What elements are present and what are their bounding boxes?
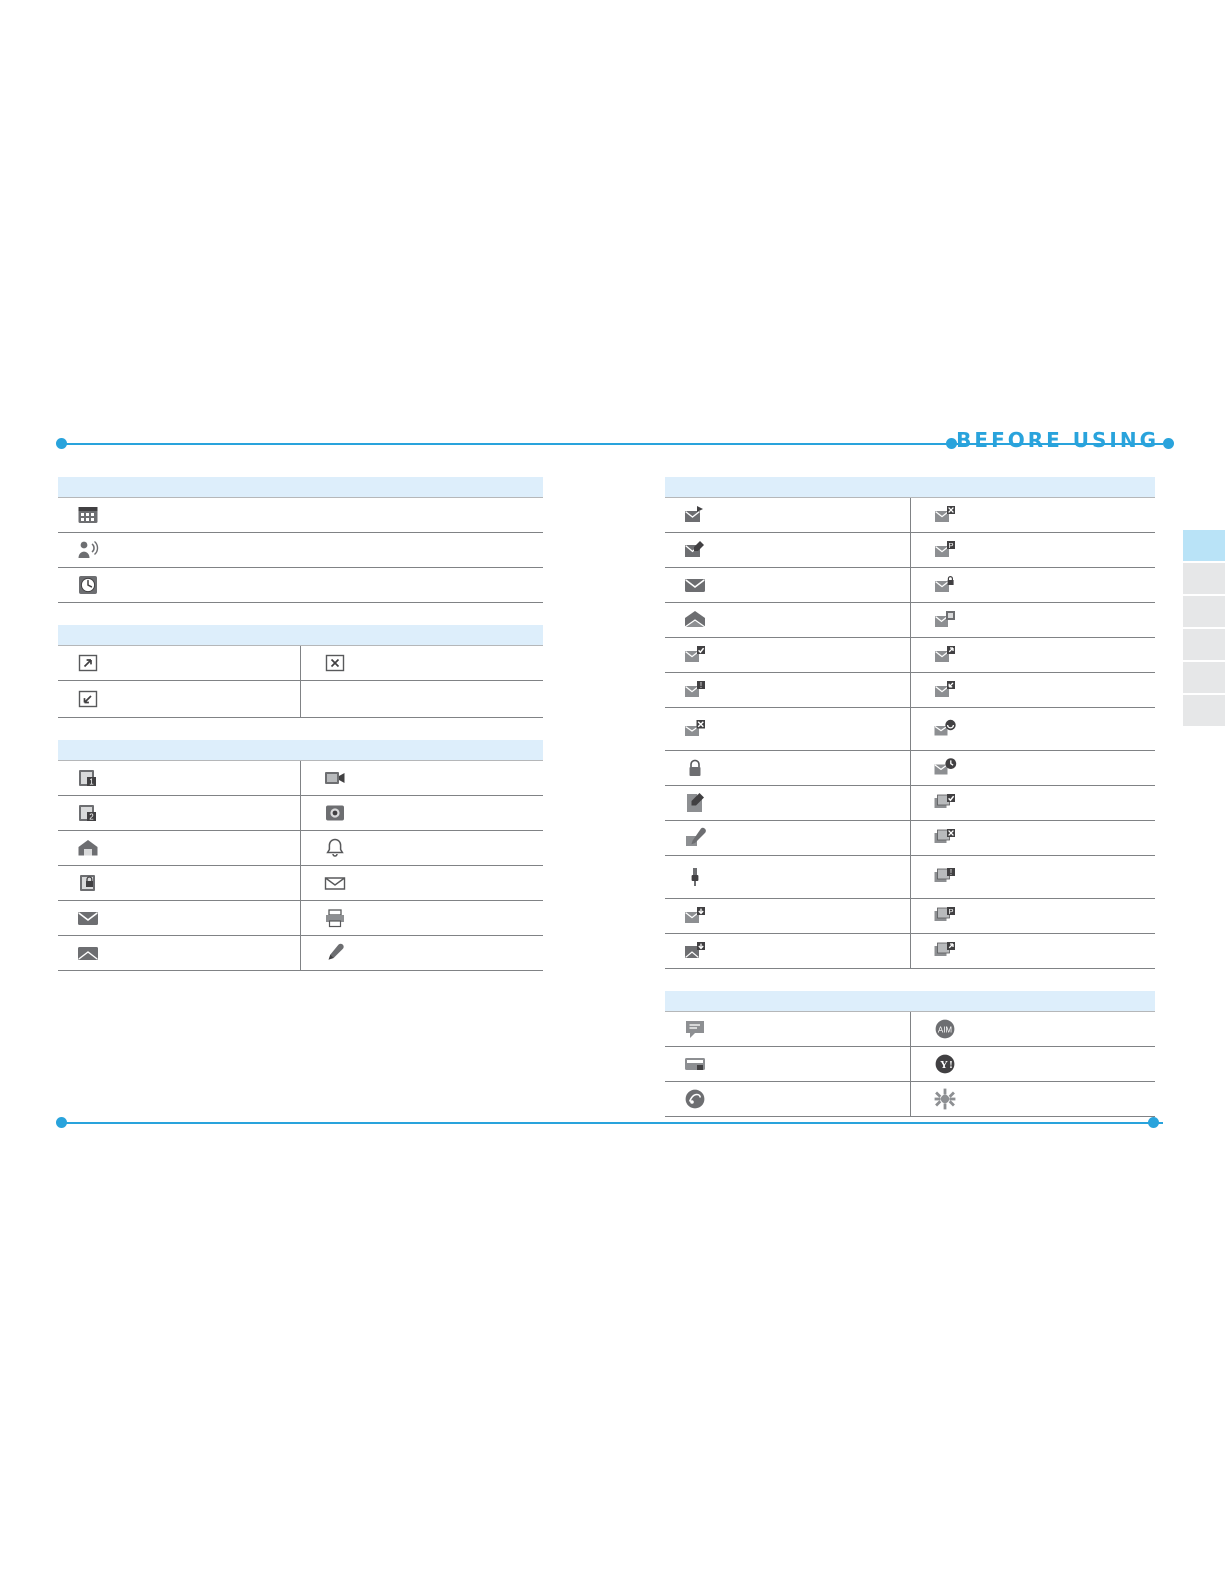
envelope-read-row bbox=[58, 936, 301, 971]
side-tab-2[interactable] bbox=[1183, 563, 1225, 594]
inbox-2-icon bbox=[76, 801, 100, 825]
outgoing-call-row bbox=[58, 646, 301, 681]
incoming-call-row bbox=[58, 681, 301, 718]
table-header bbox=[665, 991, 1155, 1012]
messaging-status-icon-table bbox=[665, 477, 1155, 969]
message-sending-icon bbox=[933, 717, 957, 741]
yahoo-messenger-row bbox=[910, 1047, 1155, 1082]
empty-cell bbox=[301, 681, 544, 718]
table-header bbox=[58, 625, 543, 646]
table-row bbox=[665, 638, 1155, 673]
message-alert-icon bbox=[683, 678, 707, 702]
inbox-2-row bbox=[58, 796, 301, 831]
table-row bbox=[58, 681, 543, 718]
table-row bbox=[665, 498, 1155, 533]
table-row bbox=[58, 498, 543, 533]
inbox-1-row bbox=[58, 761, 301, 796]
call-status-icon-table bbox=[58, 625, 543, 718]
msn-messenger-row bbox=[665, 1082, 910, 1117]
msn-messenger-icon bbox=[683, 1087, 707, 1111]
page-send-row bbox=[665, 786, 910, 821]
message-forward-row bbox=[910, 638, 1155, 673]
chat-bubble-icon bbox=[683, 1017, 707, 1041]
message-lock-icon bbox=[933, 573, 957, 597]
message-error-row bbox=[665, 708, 910, 751]
ringtone-row bbox=[301, 831, 544, 866]
calendar-row bbox=[58, 498, 543, 533]
video-message-row bbox=[301, 761, 544, 796]
plug-icon bbox=[683, 865, 707, 889]
envelope-closed-row bbox=[665, 568, 910, 603]
table-row bbox=[58, 866, 543, 901]
side-tab-5[interactable] bbox=[1183, 662, 1225, 693]
multi-message-forward-icon bbox=[933, 939, 957, 963]
lock-row bbox=[665, 751, 910, 786]
printer-icon bbox=[323, 906, 347, 930]
message-new-row bbox=[665, 498, 910, 533]
message-priority-icon bbox=[933, 538, 957, 562]
envelope-open-icon bbox=[683, 608, 707, 632]
message-pending-row bbox=[910, 751, 1155, 786]
table-row bbox=[58, 533, 543, 568]
table-row bbox=[665, 533, 1155, 568]
table-row bbox=[58, 761, 543, 796]
table-row bbox=[665, 934, 1155, 969]
message-failed-icon bbox=[933, 503, 957, 527]
header-dot-left bbox=[56, 438, 67, 449]
left-icon-column bbox=[58, 477, 543, 971]
im-message-row bbox=[665, 1047, 910, 1082]
voice-memo-icon bbox=[76, 538, 100, 562]
table-row bbox=[665, 1047, 1155, 1082]
microphone-row bbox=[301, 936, 544, 971]
incoming-call-icon bbox=[76, 687, 100, 711]
table-row bbox=[58, 831, 543, 866]
multi-message-forward-row bbox=[910, 934, 1155, 969]
message-saved-row bbox=[665, 934, 910, 969]
multi-message-alert-row bbox=[910, 856, 1155, 899]
table-row bbox=[58, 796, 543, 831]
table-header bbox=[58, 477, 543, 498]
page-attach-row bbox=[665, 821, 910, 856]
table-row bbox=[58, 646, 543, 681]
message-draft-icon bbox=[683, 538, 707, 562]
message-sending-row bbox=[910, 708, 1155, 751]
ringtone-bell-icon bbox=[323, 836, 347, 860]
envelope-row bbox=[58, 901, 301, 936]
outgoing-call-icon bbox=[76, 651, 100, 675]
picture-message-row bbox=[301, 796, 544, 831]
table-row bbox=[665, 856, 1155, 899]
table-row bbox=[665, 708, 1155, 751]
page-attach-icon bbox=[683, 826, 707, 850]
calendar-icon bbox=[76, 503, 100, 527]
locked-box-row bbox=[58, 866, 301, 901]
message-alert-row bbox=[665, 673, 910, 708]
windows-live-icon bbox=[933, 1087, 957, 1111]
side-tab-1[interactable] bbox=[1183, 530, 1225, 561]
multi-message-priority-row bbox=[910, 899, 1155, 934]
im-message-icon bbox=[683, 1052, 707, 1076]
multi-message-priority-icon bbox=[933, 904, 957, 928]
alarm-clock-icon bbox=[76, 573, 100, 597]
multi-message-failed-row bbox=[910, 821, 1155, 856]
table-row bbox=[665, 899, 1155, 934]
table-row bbox=[58, 901, 543, 936]
voice-memo-row bbox=[58, 533, 543, 568]
yahoo-messenger-icon bbox=[933, 1052, 957, 1076]
message-draft-row bbox=[665, 533, 910, 568]
message-saved-icon bbox=[683, 939, 707, 963]
video-message-icon bbox=[323, 766, 347, 790]
microphone-icon bbox=[323, 941, 347, 965]
side-tab-3[interactable] bbox=[1183, 596, 1225, 627]
organizer-icon-table bbox=[58, 477, 543, 603]
header-dot-right bbox=[1163, 438, 1174, 449]
right-icon-column bbox=[665, 477, 1155, 1117]
envelope-open-row bbox=[665, 603, 910, 638]
printer-row bbox=[301, 901, 544, 936]
table-row bbox=[58, 936, 543, 971]
message-delivered-row bbox=[665, 638, 910, 673]
footer-rule bbox=[60, 1122, 1163, 1124]
chat-bubble-row bbox=[665, 1012, 910, 1047]
message-received-row bbox=[910, 673, 1155, 708]
table-header bbox=[58, 740, 543, 761]
multi-message-check-icon bbox=[933, 791, 957, 815]
table-row bbox=[665, 1012, 1155, 1047]
message-pending-icon bbox=[933, 756, 957, 780]
page-title: BEFORE USING bbox=[956, 428, 1159, 452]
side-tab-4[interactable] bbox=[1183, 629, 1225, 660]
table-row bbox=[665, 568, 1155, 603]
table-row bbox=[665, 673, 1155, 708]
inbox-1-icon bbox=[76, 766, 100, 790]
plug-row bbox=[665, 856, 910, 899]
message-error-icon bbox=[683, 717, 707, 741]
envelope-closed-icon bbox=[683, 573, 707, 597]
message-copy-icon bbox=[933, 608, 957, 632]
missed-call-icon bbox=[323, 651, 347, 675]
message-copy-row bbox=[910, 603, 1155, 638]
side-tab-6[interactable] bbox=[1183, 695, 1225, 726]
message-forward-icon bbox=[933, 643, 957, 667]
envelope-icon bbox=[76, 906, 100, 930]
page-send-icon bbox=[683, 791, 707, 815]
message-lock-row bbox=[910, 568, 1155, 603]
home-row bbox=[58, 831, 301, 866]
open-envelope-row bbox=[301, 866, 544, 901]
table-row bbox=[665, 821, 1155, 856]
aim-row bbox=[910, 1012, 1155, 1047]
missed-call-row bbox=[301, 646, 544, 681]
message-delivered-icon bbox=[683, 643, 707, 667]
message-download-row bbox=[665, 899, 910, 934]
alarm-clock-row bbox=[58, 568, 543, 603]
im-service-icon-table bbox=[665, 991, 1155, 1117]
message-failed-row bbox=[910, 498, 1155, 533]
side-tab-strip bbox=[1183, 530, 1225, 728]
aim-icon bbox=[933, 1017, 957, 1041]
message-download-icon bbox=[683, 904, 707, 928]
multi-message-failed-icon bbox=[933, 826, 957, 850]
table-header bbox=[665, 477, 1155, 498]
multi-message-alert-icon bbox=[933, 865, 957, 889]
windows-live-row bbox=[910, 1082, 1155, 1117]
footer-dot-left bbox=[56, 1117, 67, 1128]
footer-dot-right bbox=[1148, 1117, 1159, 1128]
message-received-icon bbox=[933, 678, 957, 702]
table-row bbox=[665, 1082, 1155, 1117]
table-row bbox=[665, 751, 1155, 786]
lock-icon bbox=[683, 756, 707, 780]
home-icon bbox=[76, 836, 100, 860]
table-row bbox=[665, 603, 1155, 638]
multi-message-check-row bbox=[910, 786, 1155, 821]
locked-box-icon bbox=[76, 871, 100, 895]
picture-message-icon bbox=[323, 801, 347, 825]
table-row bbox=[58, 568, 543, 603]
envelope-read-icon bbox=[76, 941, 100, 965]
table-row bbox=[665, 786, 1155, 821]
message-box-icon-table bbox=[58, 740, 543, 971]
open-envelope-icon bbox=[323, 871, 347, 895]
message-priority-row bbox=[910, 533, 1155, 568]
message-new-icon bbox=[683, 503, 707, 527]
